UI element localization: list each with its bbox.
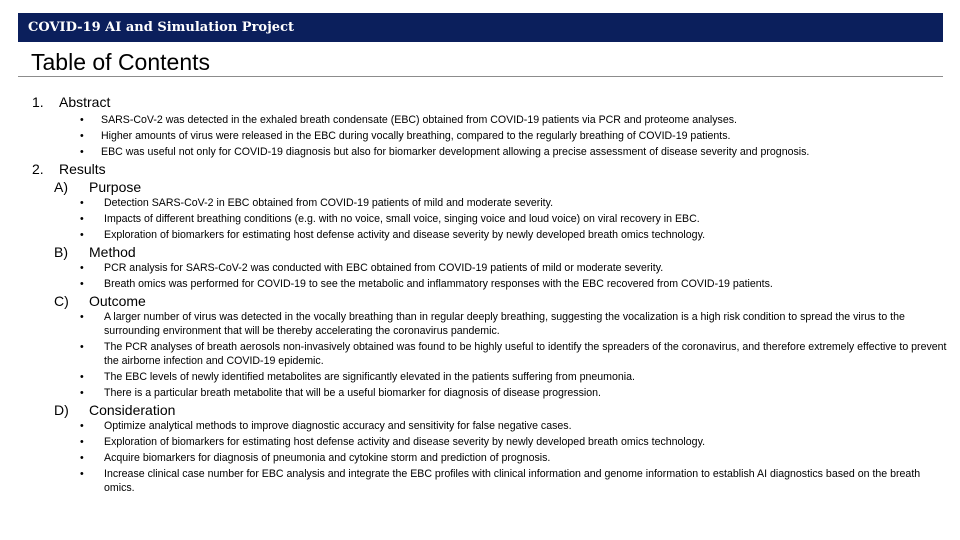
list-item xyxy=(0,386,960,400)
subsection-heading-method xyxy=(0,244,960,261)
section-heading-results xyxy=(0,161,960,178)
list-item xyxy=(0,277,960,291)
list-item xyxy=(0,451,960,465)
list-item xyxy=(0,261,960,275)
bullet-icon: • xyxy=(80,311,84,323)
subsection-title: Consideration xyxy=(89,402,176,418)
list-item xyxy=(0,145,960,159)
page-title: Table of Contents xyxy=(31,49,211,75)
bullet-icon: • xyxy=(80,197,84,209)
list-item xyxy=(0,370,960,384)
bullet-text: Higher amounts of virus were released in the EBC during vocally breathing, compared to the regularly breathing of COVID-19 patients. xyxy=(101,130,731,142)
purpose-bullet-list xyxy=(0,196,960,242)
bullet-text: Exploration of biomarkers for estimating host defense activity and disease severity by newly developed breath omics technology. xyxy=(104,229,706,241)
abstract-bullet-list xyxy=(0,113,960,159)
bullet-icon: • xyxy=(80,146,84,158)
section-title: Abstract xyxy=(59,94,111,110)
bullet-icon: • xyxy=(80,262,84,274)
subsection-title: Purpose xyxy=(89,179,142,195)
list-item xyxy=(0,340,960,368)
list-item xyxy=(0,212,960,226)
subsection-number: C) xyxy=(54,293,69,309)
subsection-number: B) xyxy=(54,244,68,260)
bullet-icon: • xyxy=(80,387,84,399)
bullet-icon: • xyxy=(80,213,84,225)
consideration-bullet-list xyxy=(0,419,960,495)
bullet-text: Exploration of biomarkers for estimating host defense activity and disease severity by newly developed breath omics technology. xyxy=(104,436,706,448)
bullet-text: Increase clinical case number for EBC analysis and integrate the EBC profiles with clinical information and genome information to establish AI diagnostics based on the breath omics. xyxy=(104,468,921,494)
subsection-number: A) xyxy=(54,179,68,195)
bullet-text: There is a particular breath metabolite that will be a useful biomarker for diagnosis of disease progression. xyxy=(104,387,601,399)
subsection-heading-outcome xyxy=(0,293,960,310)
subsection-title: Method xyxy=(89,244,136,260)
table-of-contents xyxy=(0,94,960,497)
section-heading-abstract xyxy=(0,94,960,111)
bullet-text: Acquire biomarkers for diagnosis of pneumonia and cytokine storm and prediction of prognosis. xyxy=(104,452,551,464)
bullet-text: Impacts of different breathing conditions (e.g. with no voice, small voice, singing voice and loud voice) on viral recovery in EBC. xyxy=(104,213,700,225)
list-item xyxy=(0,310,960,338)
list-item xyxy=(0,228,960,242)
bullet-text: Detection SARS-CoV-2 in EBC obtained from COVID-19 patients of mild and moderate severity. xyxy=(104,197,554,209)
subsection-heading-purpose xyxy=(0,179,960,196)
list-item xyxy=(0,129,960,143)
bullet-icon: • xyxy=(80,341,84,353)
list-item xyxy=(0,467,960,495)
list-item xyxy=(0,435,960,449)
bullet-icon: • xyxy=(80,371,84,383)
bullet-text: PCR analysis for SARS-CoV-2 was conducted with EBC obtained from COVID-19 patients of mild or moderate severity. xyxy=(104,262,664,274)
title-divider xyxy=(18,76,943,77)
bullet-icon: • xyxy=(80,468,84,480)
bullet-text: The PCR analyses of breath aerosols non-invasively obtained was found to be highly useful to identify the spreaders of the coronavirus, and therefore extremely effective to prevent the airborne infection and COVID-19 epidemic. xyxy=(104,341,947,367)
subsection-title: Outcome xyxy=(89,293,146,309)
bullet-text: Breath omics was performed for COVID-19 to see the metabolic and inflammatory responses with the EBC recovered from COVID-19 patients. xyxy=(104,278,773,290)
list-item xyxy=(0,113,960,127)
bullet-icon: • xyxy=(80,114,84,126)
list-item xyxy=(0,419,960,433)
bullet-icon: • xyxy=(80,436,84,448)
subsection-number: D) xyxy=(54,402,69,418)
bullet-icon: • xyxy=(80,278,84,290)
bullet-text: EBC was useful not only for COVID-19 diagnosis but also for biomarker development allowing a precise assessment of disease severity and prognosis. xyxy=(101,146,810,158)
bullet-icon: • xyxy=(80,229,84,241)
header-banner: COVID-19 AI and Simulation Project xyxy=(18,13,943,42)
bullet-icon: • xyxy=(80,452,84,464)
subsection-heading-consideration xyxy=(0,402,960,419)
method-bullet-list xyxy=(0,261,960,291)
bullet-text: Optimize analytical methods to improve diagnostic accuracy and sensitivity for false negative cases. xyxy=(104,420,572,432)
bullet-icon: • xyxy=(80,420,84,432)
section-number: 1. xyxy=(32,94,44,110)
section-number: 2. xyxy=(32,161,44,177)
outcome-bullet-list xyxy=(0,310,960,400)
bullet-text: SARS-CoV-2 was detected in the exhaled breath condensate (EBC) obtained from COVID-19 patients via PCR and proteome analyses. xyxy=(101,114,737,126)
bullet-text: A larger number of virus was detected in the vocally breathing than in regular deeply breathing, suggesting the vocalization is a high risk condition to spread the virus to the surrounding environment that will be thereby accelerating the coronavirus pandemic. xyxy=(104,311,905,337)
list-item xyxy=(0,196,960,210)
bullet-text: The EBC levels of newly identified metabolites are significantly elevated in the patients suffering from pneumonia. xyxy=(104,371,635,383)
section-title: Results xyxy=(59,161,106,177)
bullet-icon: • xyxy=(80,130,84,142)
